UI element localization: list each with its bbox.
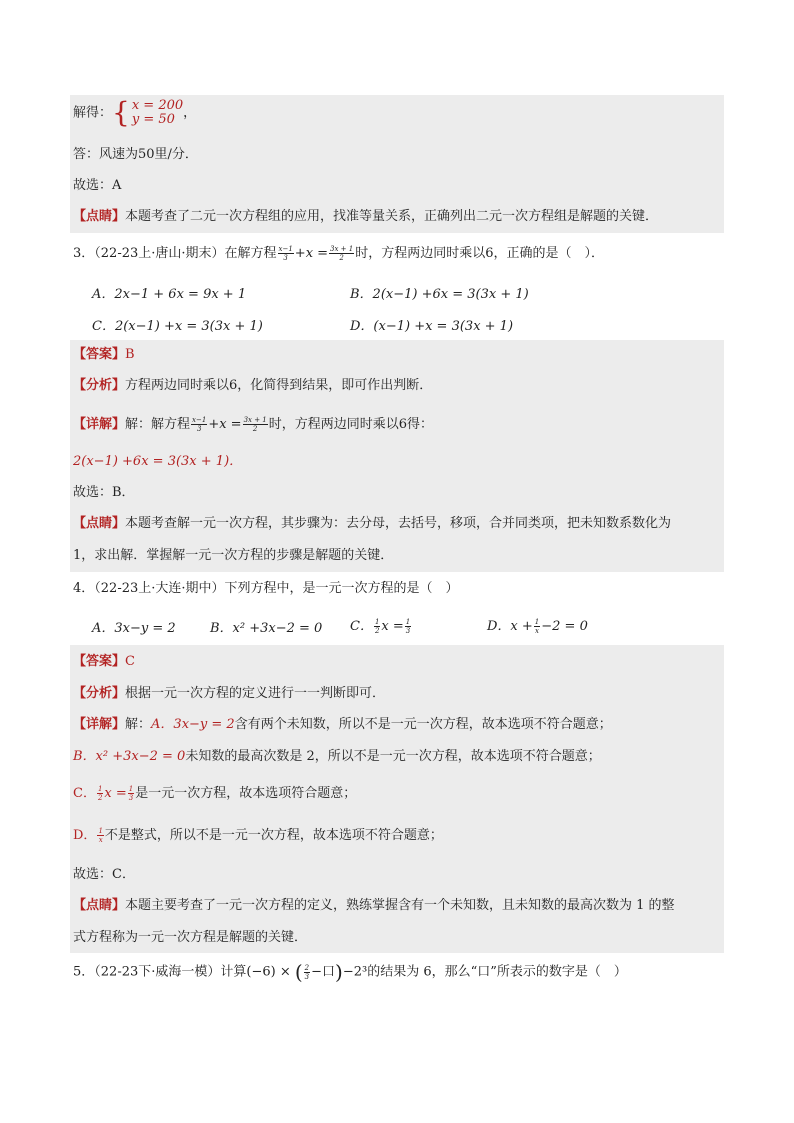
fraction: $\frac{x-1}{3}$ bbox=[278, 245, 293, 262]
q4-analysis: 【分析】根据一元一次方程的定义进行一一判断即可． bbox=[73, 686, 386, 701]
q4-dianjing: 【点睛】本题主要考查了一元一次方程的定义，熟练掌握含有一个未知数，且未知数的最高次数为 1 的整 bbox=[73, 898, 675, 913]
q3-analysis: 【分析】方程两边同时乘以6，化简得到结果，即可作出判断． bbox=[73, 378, 433, 393]
fraction: $\frac{1}{3}$ bbox=[128, 785, 134, 802]
answer-line: 答：风速为50里/分． bbox=[73, 147, 198, 162]
fraction: $\frac{1}{x}$ bbox=[98, 827, 103, 844]
q3-detail-equation: 2(x−1) +6x = 3(3x + 1)． bbox=[73, 454, 243, 469]
q4-answer: 【答案】C bbox=[73, 654, 135, 669]
fraction: $\frac{1}{3}$ bbox=[405, 618, 411, 635]
fraction: $\frac{x-1}{3}$ bbox=[192, 416, 207, 433]
system-brace: { bbox=[112, 96, 130, 129]
q4-detail-d: D． $\frac{1}{x}$ 不是整式，所以不是一元一次方程，故本选项不符合题意； bbox=[73, 827, 443, 844]
fraction: $\frac{1}{x}$ bbox=[534, 618, 540, 635]
dianjing-line: 【点睛】本题考查了二元一次方程组的应用，找准等量关系，正确列出二元一次方程组是解题的关键． bbox=[73, 209, 659, 224]
question-4-stem: 4．（22-23上·大连·期中）下列方程中，是一元一次方程的是（ ） bbox=[73, 581, 459, 596]
question-5-stem: 5．（22-23下·威海一模）计算(−6) × ( $\frac{2}{3}$ −口)−2³的结果为 6，那么“口”所表示的数字是（ ） bbox=[73, 960, 627, 984]
q4-choose: 故选：C． bbox=[73, 867, 135, 882]
q4-detail-b: B．x² +3x−2 = 0未知数的最高次数是 2，所以不是一元一次方程，故本选项不符合题意； bbox=[73, 749, 601, 764]
fraction: $\frac{1}{2}$ bbox=[374, 618, 380, 635]
choose-line: 故选：A bbox=[73, 178, 122, 193]
q3-detail: 【详解】解：解方程 $\frac{x-1}{3}$ +x = $\frac{3x + 1}{2}$ 时，方程两边同时乘以6得： bbox=[73, 416, 434, 433]
fraction: $\frac{1}{2}$ bbox=[97, 785, 103, 802]
q3-option-c[interactable]: C．2(x−1) +x = 3(3x + 1) bbox=[92, 319, 263, 334]
equation-system: x = 200 y = 50 bbox=[131, 98, 184, 127]
q4-option-c[interactable]: C． $\frac{1}{2}$ x = $\frac{1}{3}$ bbox=[350, 618, 411, 635]
solve-line: 解得：{ x = 200 y = 50 ， bbox=[73, 96, 197, 129]
right-paren: ) bbox=[335, 960, 343, 984]
question-3-stem: 3．（22-23上·唐山·期末）在解方程 $\frac{x-1}{3}$ +x = $\frac{3x + 1}{2}$ 时，方程两边同时乘以6，正确的是（ ）． bbox=[73, 245, 604, 262]
q3-dianjing: 【点睛】本题考查解一元一次方程，其步骤为：去分母，去括号，移项，合并同类项，把未知数系数化为 bbox=[73, 516, 672, 531]
fraction: $\frac{3x + 1}{2}$ bbox=[330, 245, 354, 262]
q4-option-a[interactable]: A．3x−y = 2 bbox=[92, 621, 176, 636]
q4-option-b[interactable]: B．x² +3x−2 = 0 bbox=[210, 621, 323, 636]
q3-choose: 故选：B． bbox=[73, 485, 135, 500]
q3-answer: 【答案】B bbox=[73, 347, 135, 362]
q3-option-a[interactable]: A．2x−1 + 6x = 9x + 1 bbox=[92, 287, 247, 302]
q4-dianjing-cont: 式方程称为一元一次方程是解题的关键． bbox=[73, 930, 308, 945]
fraction: $\frac{3x + 1}{2}$ bbox=[243, 416, 267, 433]
left-paren: ( bbox=[294, 960, 303, 984]
q3-dianjing-cont: 1，求出解．掌握解一元一次方程的步骤是解题的关键． bbox=[73, 548, 394, 563]
q4-detail-a: 【详解】解：A．3x−y = 2含有两个未知数，所以不是一元一次方程，故本选项不符合题意； bbox=[73, 717, 612, 732]
q3-option-d[interactable]: D．(x−1) +x = 3(3x + 1) bbox=[350, 319, 514, 334]
q4-option-d[interactable]: D．x + $\frac{1}{x}$ −2 = 0 bbox=[487, 618, 588, 635]
q3-option-b[interactable]: B．2(x−1) +6x = 3(3x + 1) bbox=[350, 287, 529, 302]
q4-detail-c: C． $\frac{1}{2}$ x = $\frac{1}{3}$ 是一元一次方程，故本选项符合题意； bbox=[73, 785, 357, 802]
fraction: $\frac{2}{3}$ bbox=[304, 963, 310, 981]
